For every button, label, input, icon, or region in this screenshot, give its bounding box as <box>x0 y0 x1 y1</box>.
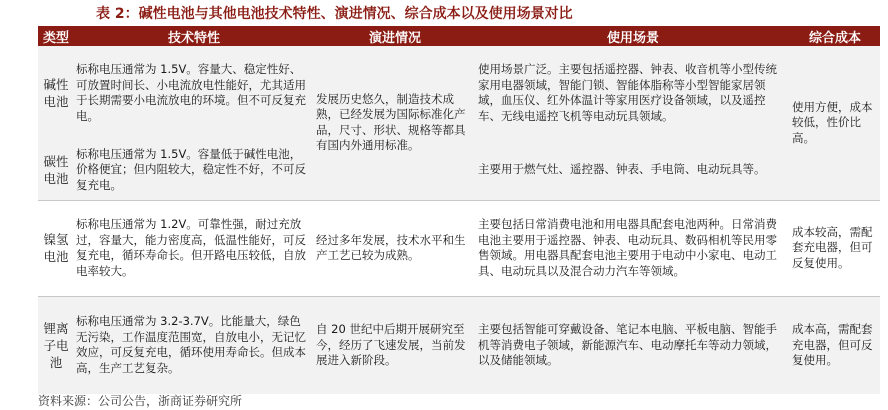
row-cost-nimh: 成本较高，需配套充电器，但可反复使用。 <box>790 200 880 296</box>
row-cost-liion: 成本高，需配套充电器，但可反复使用。 <box>790 296 880 394</box>
row-type-liion: 锂离子电池 <box>38 296 74 394</box>
header-type: 类型 <box>38 26 74 46</box>
header-evolution: 演进情况 <box>314 26 476 46</box>
row-evolution-nimh: 经过多年发展，技术水平和生产工艺已较为成熟。 <box>314 200 476 296</box>
row-cost-alkaline-carbon: 使用方便，成本较低，性价比高。 <box>790 46 880 200</box>
header-usage: 使用场景 <box>476 26 790 46</box>
table-row <box>38 200 880 296</box>
comparison-table <box>38 26 880 394</box>
row-features-carbon: 标称电压通常为 1.5V。容量低于碱性电池，价格便宜；但内阻较大，稳定性不好，不可反复充电。 <box>74 140 314 200</box>
row-usage-liion: 主要包括智能可穿戴设备、笔记本电脑、平板电脑、智能手机等消费电子领域，新能源汽车、电动摩托车等动力领域，以及储能领域。 <box>476 296 790 394</box>
row-usage-carbon: 主要用于燃气灶、遥控器、钟表、手电筒、电动玩具等。 <box>476 140 790 200</box>
row-type-nimh: 镍氢电池 <box>38 200 74 296</box>
row-usage-alkaline: 使用场景广泛。主要包括遥控器、钟表、收音机等小型传统家用电器领域，智能门锁、智能体脂称等小型智能家居领域，血压仪、红外体温计等家用医疗设备领域，以及遥控车、无线电遥控飞机等电动玩具领域。 <box>476 46 790 140</box>
header-features: 技术特性 <box>74 26 314 46</box>
source-note: 资料来源：公司公告，浙商证券研究所 <box>38 394 243 408</box>
row-type-alkaline: 碱性电池 <box>38 46 74 140</box>
table-title: 表 2：碱性电池与其他电池技术特性、演进情况、综合成本以及使用场景对比 <box>96 6 573 22</box>
row-features-liion: 标称电压通常为 3.2-3.7V。比能量大，绿色无污染，工作温度范围宽，自放电小，无记忆效应，可反复充电，循环使用寿命长。但成本高，生产工艺复杂。 <box>74 296 314 394</box>
row-evolution-alkaline-carbon: 发展历史悠久，制造技术成熟，已经发展为国际标准化产品，尺寸、形状、规格等都具有国内外通用标准。 <box>314 46 476 200</box>
row-evolution-liion: 自 20 世纪中后期开展研究至今，经历了飞速发展，当前发展进入新阶段。 <box>314 296 476 394</box>
row-features-nimh: 标称电压通常为 1.2V。可靠性强，耐过充放过，容量大，能力密度高，低温性能好，可反复充电，循环寿命长。但开路电压较低，自放电率较大。 <box>74 200 314 296</box>
table-row <box>38 296 880 394</box>
row-type-carbon: 碳性电池 <box>38 140 74 200</box>
row-features-alkaline: 标称电压通常为 1.5V。容量大、稳定性好、可放置时间长、小电流放电性能好，尤其适用于长期需要小电流放电的环境。但不可反复充电。 <box>74 46 314 140</box>
table-row <box>38 46 880 140</box>
row-usage-nimh: 主要包括日常消费电池和用电器具配套电池两种。日常消费电池主要用于遥控器、钟表、电动玩具、数码相机等民用零售领域。用电器具配套电池主要用于电动中小家电、电动工具、电动玩具以及混合动力汽车等领域。 <box>476 200 790 296</box>
header-cost: 综合成本 <box>790 26 880 46</box>
header-row <box>38 26 880 46</box>
